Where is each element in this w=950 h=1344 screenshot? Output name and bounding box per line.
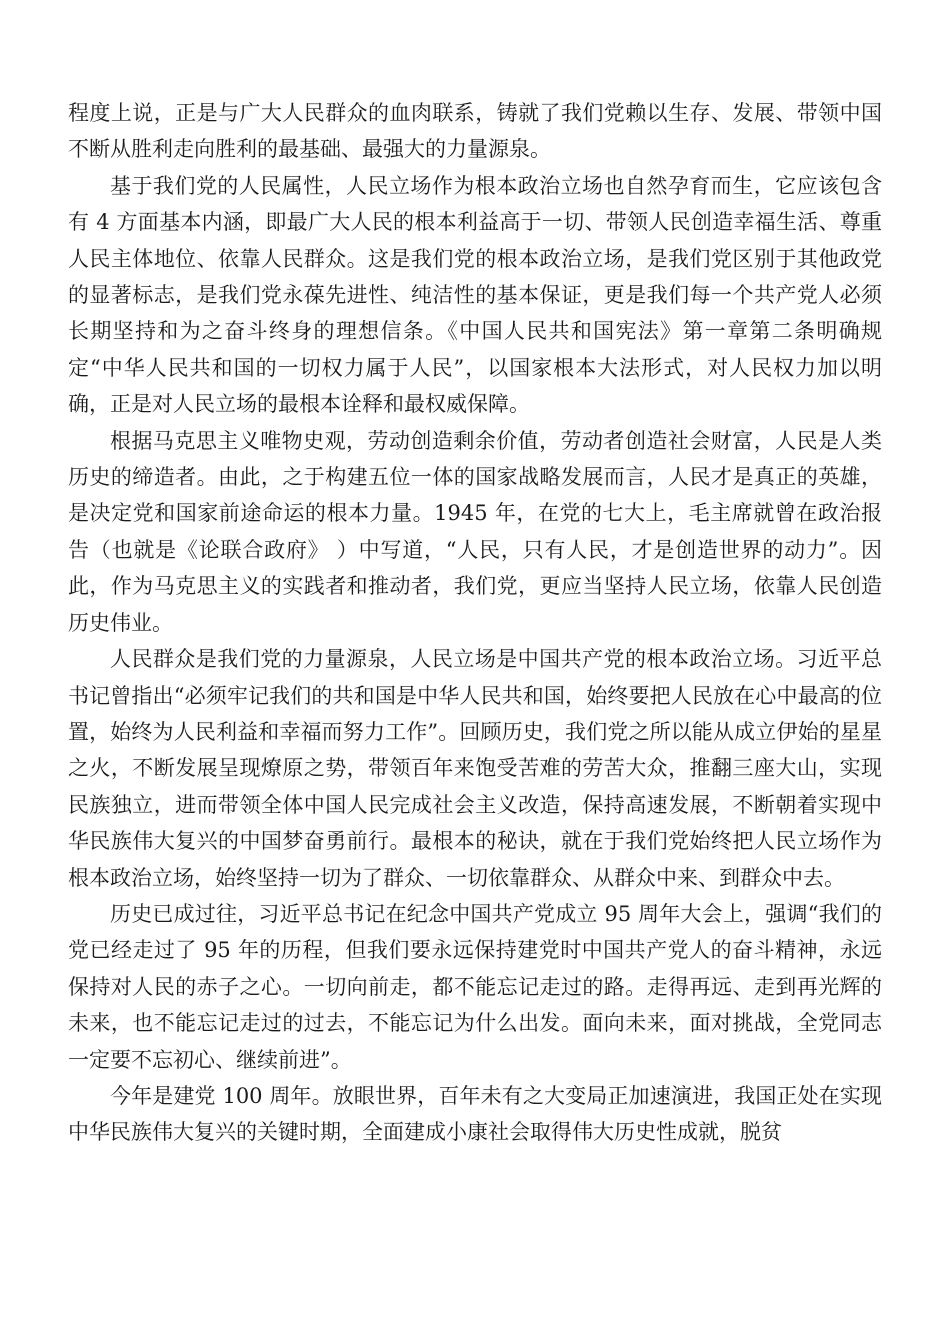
paragraph-people-stance-definition: 基于我们党的人民属性，人民立场作为根本政治立场也自然孕育而生，它应该包含有 4 方面基本内涵，即最广大人民的根本利益高于一切、带领人民创造幸福生活、尊重人民主体地位、依靠人民群众。这是我们党的根本政治立场，是我们党区别于其他政党的显著标志，是我们党永葆先进性、纯洁性的基本保证，更是我们每一个共产党人必须长期坚持和为之奋斗终身的理想信条。《中国人民共和国宪法》第一章第二条明确规定“中华人民共和国的一切权力属于人民”，以国家根本大法形式，对人民权力加以明确，正是对人民立场的最根本诠释和最权威保障。 — [68, 173, 882, 417]
paragraph-continuation: 程度上说，正是与广大人民群众的血肉联系，铸就了我们党赖以生存、发展、带领中国不断从胜利走向胜利的最基础、最强大的力量源泉。 — [68, 101, 882, 162]
document-page — [68, 95, 882, 1151]
paragraph-source-of-strength: 人民群众是我们党的力量源泉，人民立场是中国共产党的根本政治立场。习近平总书记曾指出“必须牢记我们的共和国是中华人民共和国，始终要把人民放在心中最高的位置，始终为人民利益和幸福而努力工作”。回顾历史，我们党之所以能从成立伊始的星星之火，不断发展呈现燎原之势，带领百年来饱受苦难的劳苦大众，推翻三座大山，实现民族独立，进而带领全体中国人民完成社会主义改造，保持高速发展，不断朝着实现中华民族伟大复兴的中国梦奋勇前行。最根本的秘诀，就在于我们党始终把人民立场作为根本政治立场，始终坚持一切为了群众、一切依靠群众、从群众中来、到群众中去。 — [68, 647, 882, 890]
paragraph-historical-materialism: 根据马克思主义唯物史观，劳动创造剩余价值，劳动者创造社会财富，人民是人类历史的缔造者。由此，之于构建五位一体的国家战略发展而言，人民才是真正的英雄，是决定党和国家前途命运的根本力量。1945 年，在党的七大上，毛主席就曾在政治报告（也就是《论联合政府》 ）中写道，“人民，只有人民，才是创造世界的动力”。因此，作为马克思主义的实践者和推动者，我们党，更应当坚持人民立场，依靠人民创造历史伟业。 — [68, 428, 882, 635]
paragraph-100th-anniversary: 今年是建党 100 周年。放眼世界，百年未有之大变局正加速演进，我国正处在实现中华民族伟大复兴的关键时期，全面建成小康社会取得伟大历史性成就，脱贫 — [68, 1083, 882, 1145]
paragraph-95th-anniversary: 历史已成过往，习近平总书记在纪念中国共产党成立 95 周年大会上，强调“我们的党已经走过了 95 年的历程，但我们要永远保持建党时中国共产党人的奋斗精神，永远保持对人民的赤子之心。一切向前走，都不能忘记走过的路。走得再远、走到再光辉的未来，也不能忘记走过的过去，不能忘记为什么出发。面向未来，面对挑战，全党同志一定要不忘初心、继续前进”。 — [68, 901, 882, 1072]
